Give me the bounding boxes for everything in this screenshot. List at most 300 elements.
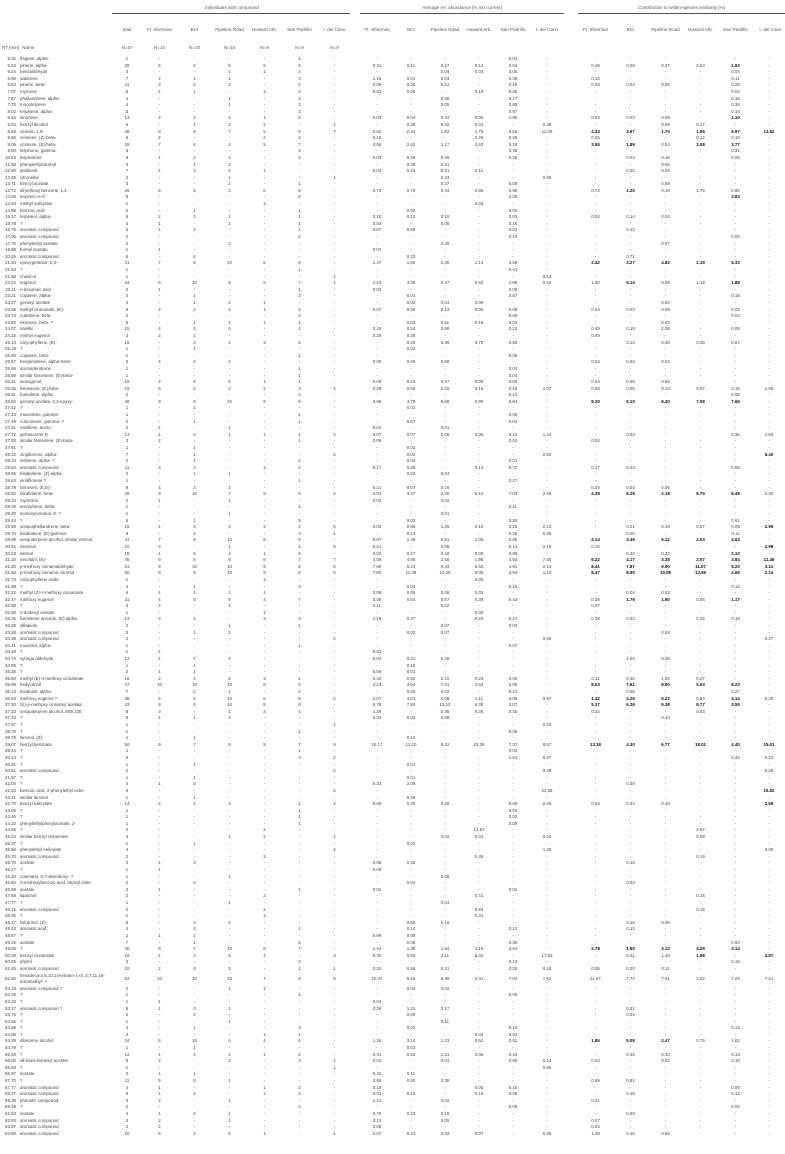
count-cell: - [158,820,161,826]
abundance-cell: 7.62 [542,975,552,981]
spacer [352,320,360,327]
contribution-cell: - [664,478,667,483]
abundance-cell: 0.00 [474,576,484,582]
abundance-cell: - [376,873,378,879]
abundance-cell: - [546,240,548,246]
name-cell: methyl salicylate [20,201,53,207]
abundance-cell: - [410,623,412,629]
abundance-cell: - [546,814,548,820]
contribution-cell: - [768,1078,770,1084]
contribution-cell: 0.49 [591,62,600,68]
table-row [0,623,785,630]
contribution-cell: - [734,174,737,180]
table-row [0,755,785,762]
count-cell: 1 [193,662,196,668]
spacer [564,656,578,663]
count-cell: 19 [124,550,130,556]
spacer [352,755,360,762]
abundance-cell: - [546,1084,548,1090]
count-cell: 1 [333,530,336,536]
count-cell: - [298,629,301,635]
abundance-cell: 0.15 [508,583,518,589]
abundance-cell: - [444,880,446,886]
spacer [564,452,578,459]
abundance-cell: - [546,1045,548,1051]
count-cell: 2 [228,590,231,596]
table-row [0,676,785,683]
contribution-cell: 2.14 [591,537,600,543]
abundance-cell: - [546,372,548,378]
name-cell: farnesene, (E)-beta- [20,385,60,391]
abundance-cell: - [444,56,446,61]
count-cell: 1 [125,478,129,483]
abundance-cell: 0.23 [406,253,416,259]
count-cell: - [263,932,266,938]
spacer [352,89,360,96]
spacer [352,748,360,755]
count-cell: - [263,286,266,292]
count-cell: - [228,253,231,259]
spacer [564,795,578,802]
table-row [0,1131,785,1138]
name-cell: ? [20,946,23,952]
abundance-cell: - [478,794,480,800]
count-cell: 1 [228,623,231,629]
count-cell: 1 [193,1025,196,1031]
abundance-cell: - [478,497,480,503]
abundance-cell: - [546,418,548,424]
contribution-cell: - [768,708,770,714]
table-row [0,590,785,597]
contribution-cell: - [594,313,597,319]
abundance-cell: - [410,412,412,418]
abundance-cell: 0.31 [440,161,450,167]
contribution-cell: - [734,1117,737,1123]
contribution-cell: - [664,834,667,840]
count-cell: - [298,840,301,846]
count-cell: - [228,794,231,800]
table-row [0,577,785,584]
count-cell: 4 [125,1084,129,1090]
contribution-cell: - [664,748,667,754]
rt-cell: 25.13 [5,339,16,345]
count-cell: 1 [298,478,301,483]
contribution-cell: 1.89 [626,141,635,147]
spacer [352,241,360,248]
table-row [0,386,785,393]
rt-cell: 34.49 [5,649,16,655]
contribution-cell: - [734,656,737,662]
contribution-cell: 0.03 [661,590,670,596]
contribution-cell: - [664,352,667,358]
contribution-cell: - [699,458,702,464]
spacer [352,722,360,729]
spacer [564,188,578,195]
rt-cell: 38.79 [5,735,16,741]
count-cell: - [263,174,266,180]
count-cell: 10 [227,682,232,688]
count-cell: - [193,603,196,609]
contribution-cell: - [768,405,770,411]
count-cell: - [193,1124,196,1130]
abundance-cell: - [478,1012,480,1018]
abundance-cell: 0.63 [474,906,484,912]
abundance-cell: 0.17 [440,62,450,68]
count-cell: 4 [228,550,231,556]
abundance-cell: 0.05 [440,102,450,108]
contribution-cell: - [664,932,667,938]
spacer [564,880,578,887]
spacer [352,900,360,907]
name-cell: benzyl cinnamate [20,952,55,958]
count-cell: 1 [228,1005,231,1011]
abundance-cell: - [444,636,446,642]
abundance-cell: 0.36 [474,708,484,714]
abundance-cell: - [410,708,412,714]
contribution-cell: 7.21 [764,975,774,981]
abundance-cell: - [478,919,480,925]
abundance-cell: - [546,603,548,609]
abundance-cell: - [444,227,446,233]
contribution-cell: - [734,675,737,681]
abundance-cell: - [444,893,446,899]
count-cell: 6 [125,517,129,523]
count-cell: 8 [125,530,129,536]
count-cell: - [298,649,301,655]
count-cell: 2 [193,880,196,886]
contribution-cell: - [768,794,770,800]
abundance-cell: 1.26 [372,1038,382,1044]
contribution-cell: - [699,431,702,437]
abundance-cell: - [376,662,378,668]
abundance-cell: 0.08 [406,794,416,800]
table-row [0,847,785,854]
count-cell: 3 [333,952,336,958]
contribution-cell: - [664,286,667,292]
contribution-cell: - [699,478,702,483]
abundance-cell: 0.16 [440,385,450,391]
contribution-cell: - [768,471,770,477]
abundance-cell: - [512,168,514,174]
spacer [564,966,578,973]
contribution-cell: 0.11 [731,75,740,81]
count-cell: 3 [193,952,196,958]
contribution-cell: - [629,1071,632,1077]
abundance-cell: - [376,721,378,727]
abundance-cell: 0.88 [440,326,450,332]
contribution-cell: - [768,260,770,266]
spacer [564,465,578,472]
count-cell: 1 [193,88,196,94]
contribution-cell: 2.24 [764,570,774,576]
spacer [352,834,360,841]
contribution-cell: - [734,774,737,780]
count-cell: - [158,458,161,464]
count-cell: 8 [263,702,266,708]
count-cell: - [333,992,336,998]
abundance-cell: 0.56 [406,524,416,530]
contribution-cell: - [699,932,702,938]
spacer [564,412,578,419]
abundance-cell: - [478,1104,480,1110]
count-cell: 5 [158,1078,161,1084]
count-cell: - [158,873,161,879]
table-row [0,537,785,544]
abundance-cell: - [376,253,378,259]
count-cell: - [298,451,301,457]
abundance-cell: 0.02 [372,886,382,892]
abundance-cell: 0.06 [372,438,382,444]
contribution-cell: - [699,438,702,444]
spacer [564,241,578,248]
count-cell: - [158,1104,161,1110]
contribution-cell: - [594,102,597,108]
count-cell: - [333,867,336,873]
contribution-cell: - [699,332,702,338]
abundance-cell: - [376,207,378,213]
contribution-cell: - [699,583,702,589]
count-cell: - [158,748,161,754]
count-cell: - [263,623,266,629]
rt-cell: 53.75 [5,1012,16,1018]
abundance-cell: 0.57 [508,293,518,299]
abundance-cell: 0.12 [440,82,450,88]
count-cell: 1 [298,801,301,807]
contribution-cell: 1.90 [661,596,670,602]
count-cell: 1 [298,992,301,998]
count-cell: 3 [158,82,161,88]
spacer [352,854,360,861]
count-cell: - [263,352,266,358]
count-cell: - [228,418,231,424]
abundance-cell: - [376,880,378,886]
abundance-cell: 0.04 [440,1058,450,1064]
count-cell: 1 [298,623,301,629]
contribution-cell: 4.23 [591,128,600,134]
count-cell: - [298,827,301,833]
count-cell: - [193,959,196,965]
abundance-cell: - [410,247,412,253]
rt-cell: 26.55 [5,385,16,391]
count-cell: 2 [125,240,129,246]
count-cell: - [333,62,336,68]
contribution-cell: - [699,220,702,226]
count-cell: - [333,761,336,767]
contribution-cell: - [699,412,702,418]
count-cell: 3 [263,708,266,714]
count-cell: 1 [158,998,161,1004]
contribution-cell: 0.31 [626,1005,635,1011]
name-cell: ? [20,267,23,272]
abundance-cell: 0.21 [372,484,382,490]
count-cell: - [333,609,336,615]
count-cell: 2 [125,636,129,642]
abundance-cell: - [512,121,514,127]
count-cell: - [298,774,301,780]
abundance-cell: - [512,174,514,180]
spacer [564,531,578,538]
abundance-cell: - [546,682,548,688]
abundance-cell: - [546,135,548,141]
count-cell: 1 [125,247,129,253]
abundance-cell: - [410,827,412,833]
count-cell: 2 [193,590,196,596]
count-cell: - [333,1097,336,1103]
name-cell: ? [20,998,23,1004]
contribution-cell: 0.34 [591,484,600,490]
abundance-cell: - [410,1097,412,1103]
contribution-cell: - [734,662,737,668]
count-cell: 1 [125,662,129,668]
spacer [352,56,360,63]
contribution-cell: 4.40 [731,741,740,747]
column-header-n: N=9 [330,45,339,50]
table-row [0,966,785,973]
spacer [352,478,360,485]
count-cell: 5 [228,1130,231,1136]
abundance-cell: - [546,56,548,61]
spacer [352,491,360,498]
contribution-cell: - [734,412,737,418]
contribution-cell: - [699,392,702,398]
contribution-cell: - [699,807,702,813]
abundance-cell: - [546,313,548,319]
spacer [352,1052,360,1059]
spacer [352,465,360,472]
count-cell: - [158,576,161,582]
contribution-cell: - [594,346,597,352]
contribution-cell: - [768,425,770,431]
contribution-cell: 0.26 [764,695,774,701]
count-cell: 2 [298,313,301,319]
count-cell: - [158,405,161,411]
count-cell: - [158,721,161,727]
contribution-cell: - [664,1064,667,1070]
contribution-cell: - [594,662,597,668]
abundance-cell: - [512,1130,514,1136]
count-cell: 5 [333,543,336,549]
contribution-cell: - [664,1012,667,1018]
count-cell: - [193,623,196,629]
contribution-cell: 0.02 [661,1058,670,1064]
abundance-cell: - [546,306,548,312]
contribution-cell: - [699,669,702,675]
abundance-cell: - [376,576,378,582]
count-cell: - [333,1051,336,1057]
count-cell: - [263,504,266,510]
contribution-cell: - [699,299,702,305]
spacer [564,109,578,116]
count-cell: 1 [158,247,161,253]
abundance-cell: - [376,814,378,820]
count-cell: 2 [298,1084,301,1090]
abundance-cell: - [444,867,446,873]
abundance-cell: - [478,1025,480,1031]
contribution-cell: - [699,504,702,510]
abundance-cell: - [478,352,480,358]
spacer [352,742,360,749]
spacer [564,1019,578,1026]
abundance-cell: 0.02 [406,451,416,457]
abundance-cell: 10.47 [371,975,383,981]
abundance-cell: 0.10 [406,1091,416,1097]
contribution-cell: - [734,1130,737,1136]
count-cell: 1 [125,735,129,741]
count-cell: 2 [125,313,129,319]
count-cell: 1 [298,372,301,378]
abundance-cell: 0.21 [440,168,450,174]
spacer [352,1085,360,1092]
count-cell: 1 [263,985,266,991]
contribution-cell: 8.90 [626,570,635,576]
count-cell: 1 [263,1084,266,1090]
contribution-cell: - [768,286,770,292]
contribution-cell: - [768,702,770,708]
count-cell: 10 [192,491,197,497]
contribution-cell: - [629,1084,632,1090]
rt-cell: 14.98 [5,207,16,213]
abundance-cell: - [444,827,446,833]
count-cell: - [228,286,231,292]
count-cell: 5 [263,128,266,134]
spacer [352,1019,360,1026]
count-cell: 1 [193,932,196,938]
abundance-cell: - [410,286,412,292]
abundance-cell: 0.39 [508,75,518,81]
contribution-cell: - [699,1097,702,1103]
count-cell: 5 [193,1078,196,1084]
spacer [564,636,578,643]
abundance-cell: - [546,985,548,991]
count-cell: - [158,992,161,998]
count-cell: - [333,227,336,233]
abundance-cell: 0.08 [440,359,450,365]
abundance-cell: 0.24 [406,379,416,385]
contribution-cell: - [768,689,770,694]
spacer [564,181,578,188]
spacer [352,551,360,558]
abundance-cell: - [512,867,514,873]
rt-cell: 32.90 [5,609,16,615]
contribution-cell: - [664,431,667,437]
contribution-cell: - [768,412,770,418]
count-cell: 10 [157,975,162,981]
contribution-cell: - [664,689,667,694]
contribution-cell: - [768,537,770,543]
abundance-cell: - [512,932,514,938]
abundance-cell: - [376,313,378,319]
count-cell: - [333,1111,336,1116]
table-row [0,485,785,492]
column-header-name: Name [22,45,35,50]
table-row [0,900,785,907]
count-cell: 1 [298,207,301,213]
contribution-cell: - [699,154,702,160]
abundance-cell: 0.31 [406,656,416,662]
count-cell: - [298,1097,301,1103]
contribution-cell: - [768,1051,770,1057]
count-cell: 6 [228,1038,231,1044]
count-cell: 2 [298,392,301,398]
spacer [564,729,578,736]
count-cell: 2 [125,1071,129,1077]
contribution-cell: - [734,365,737,371]
count-cell: 1 [298,814,301,820]
contribution-cell: - [594,253,597,259]
contribution-cell: 2.19 [696,260,705,266]
count-cell: 9 [298,398,301,404]
count-cell: 2 [158,1058,161,1064]
